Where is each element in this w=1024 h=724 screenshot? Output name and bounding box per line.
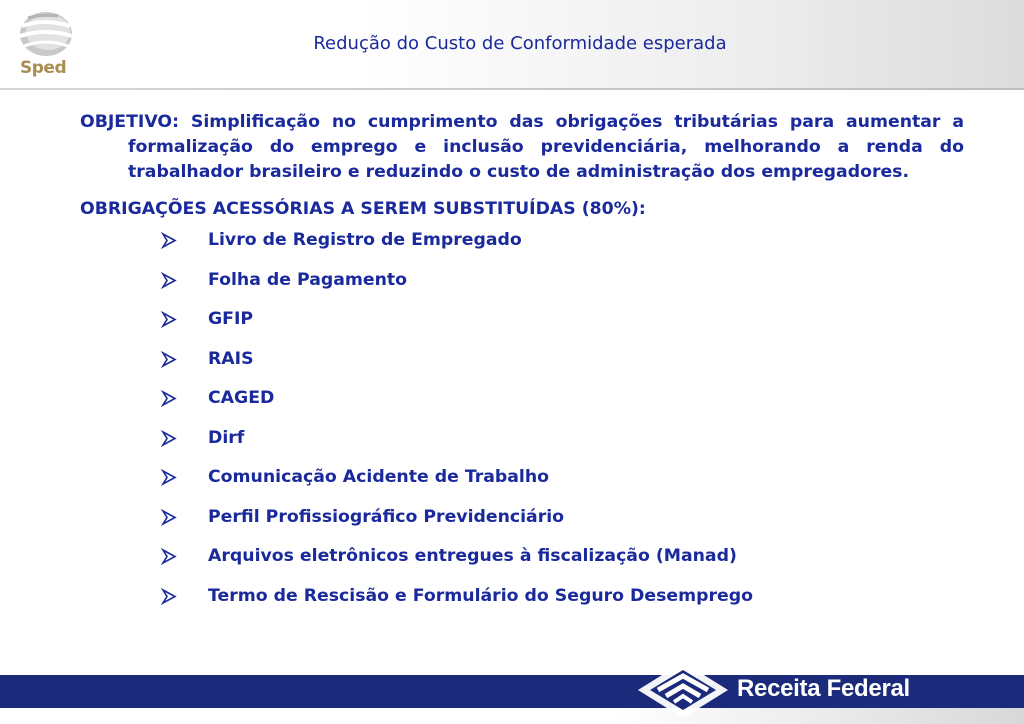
list-item-label: Folha de Pagamento xyxy=(208,269,408,290)
arrow-bullet-icon xyxy=(160,307,180,332)
arrow-bullet-icon xyxy=(160,386,180,411)
header-divider xyxy=(0,88,1024,90)
receita-federal-brand: Receita Federal xyxy=(737,675,910,702)
list-item xyxy=(80,465,964,505)
list-item-label: RAIS xyxy=(208,348,254,369)
list-item xyxy=(80,505,964,545)
list-item-label: CAGED xyxy=(208,388,275,408)
list-item-label: Arquivos eletrônicos entregues à fiscalização (Manad) xyxy=(208,546,737,566)
arrow-bullet-icon xyxy=(160,584,180,609)
list-item xyxy=(80,268,964,308)
receita-federal-emblem-icon xyxy=(628,660,738,720)
obligations-list xyxy=(80,228,964,623)
arrow-bullet-icon xyxy=(160,228,180,253)
main-content xyxy=(80,110,964,623)
list-item-label: GFIP xyxy=(208,309,254,329)
list-item-label: Perfil Profissiográfico Previdenciário xyxy=(208,506,565,527)
list-item xyxy=(80,307,964,347)
footer-bottom-strip xyxy=(0,708,1024,724)
objective-paragraph: OBJETIVO: Simplificação no cumprimento das obrigações tributárias para aumentar a formalização do emprego e inclusão previdenciária, melhorando a renda do trabalhador brasileiro e reduzindo o custo de administração dos empregadores. xyxy=(80,112,964,182)
list-item xyxy=(80,347,964,387)
list-item-label: Comunicação Acidente de Trabalho xyxy=(208,467,550,487)
arrow-bullet-icon xyxy=(160,544,180,569)
list-item-label: Livro de Registro de Empregado xyxy=(208,230,522,250)
list-item xyxy=(80,584,964,624)
section-heading: OBRIGAÇÕES ACESSÓRIAS A SEREM SUBSTITUÍDAS (80%): xyxy=(80,199,646,219)
sped-logo-text: Sped xyxy=(20,58,67,78)
arrow-bullet-icon xyxy=(160,465,180,490)
list-item xyxy=(80,228,964,268)
list-item xyxy=(80,426,964,466)
arrow-bullet-icon xyxy=(160,268,180,293)
arrow-bullet-icon xyxy=(160,426,180,451)
arrow-bullet-icon xyxy=(160,347,180,372)
list-item-label: Termo de Rescisão e Formulário do Seguro Desemprego xyxy=(208,585,753,606)
list-item xyxy=(80,544,964,584)
list-item xyxy=(80,386,964,426)
page-title: Redução do Custo de Conformidade esperada xyxy=(313,33,727,54)
list-item-label: Dirf xyxy=(208,427,245,448)
arrow-bullet-icon xyxy=(160,505,180,530)
